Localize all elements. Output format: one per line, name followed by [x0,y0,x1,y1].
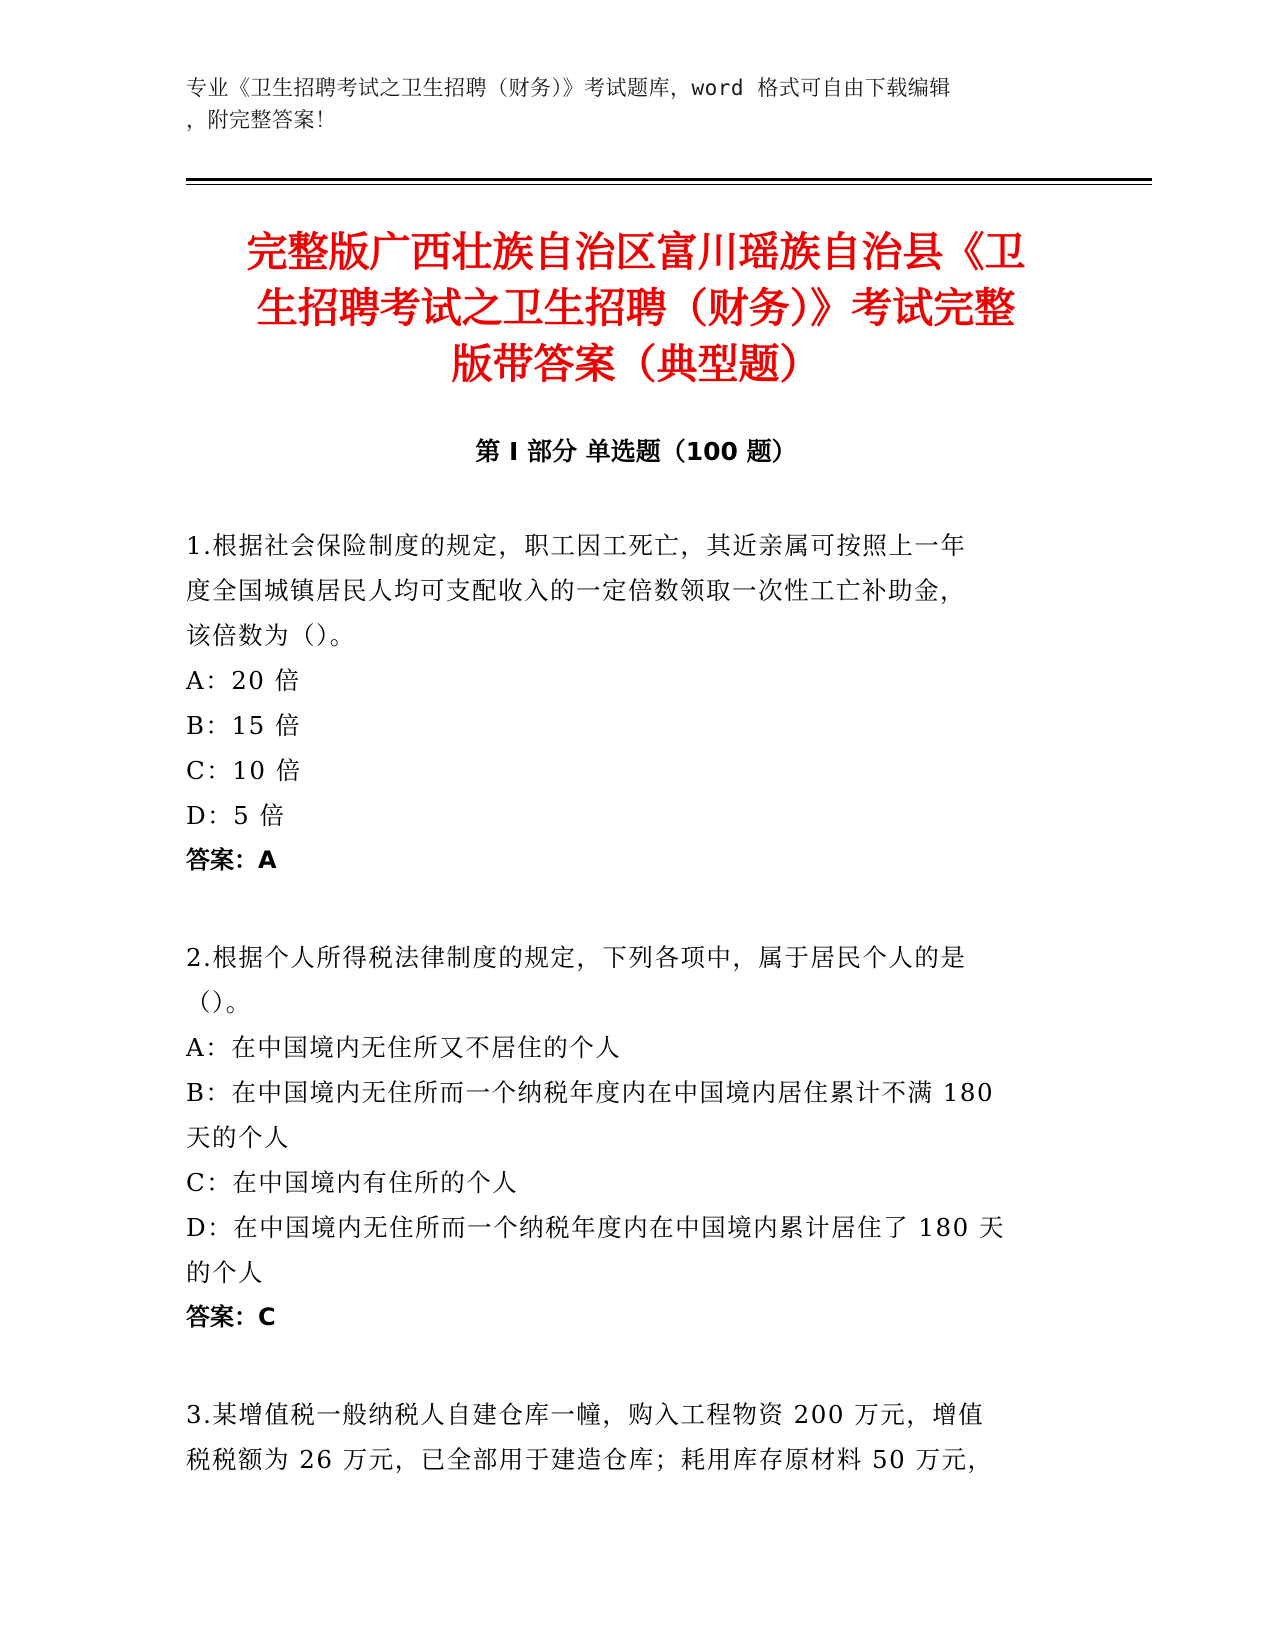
header-note [186,72,1066,136]
question-text: 税税额为 26 万元，已全部用于建造仓库；耗用库存原材料 50 万元， [186,1445,994,1474]
document-title [186,224,1086,392]
question-text: 度全国城镇居民人均可支配收入的一定倍数领取一次性工亡补助金， [186,576,966,605]
title-line: 版带答案（典型题） [451,340,821,388]
question-text: 该倍数为（）。 [186,621,356,650]
option-c: C：在中国境内有住所的个人 [186,1168,519,1197]
answer: 答案：A [186,846,277,874]
section-title: 第 I 部分 单选题（100 题） [475,437,797,466]
question-3 [186,1392,1066,1482]
option-a: A：在中国境内无住所又不居住的个人 [186,1033,622,1062]
header-divider-thin [186,184,1152,185]
question-2 [186,935,1066,1340]
option-d: D：5 倍 [186,801,286,830]
question-text: 1.根据社会保险制度的规定，职工因工死亡，其近亲属可按照上一年 [186,531,967,560]
title-line: 完整版广西壮族自治区富川瑶族自治县《卫 [246,228,1026,276]
option-b-continued: 天的个人 [186,1123,290,1152]
header-divider-thick [186,178,1152,181]
question-1 [186,523,1066,883]
question-text: 2.根据个人所得税法律制度的规定，下列各项中，属于居民个人的是 [186,943,967,972]
option-b: B：在中国境内无住所而一个纳税年度内在中国境内居住累计不满 180 [186,1078,995,1107]
question-text: 3.某增值税一般纳税人自建仓库一幢，购入工程物资 200 万元，增值 [186,1400,985,1429]
option-a: A：20 倍 [186,666,301,695]
answer: 答案：C [186,1303,276,1331]
question-text: （）。 [186,988,252,1017]
option-d: D：在中国境内无住所而一个纳税年度内在中国境内累计居住了 180 天 [186,1213,1005,1242]
header-note-line: ，附完整答案！ [186,108,337,132]
title-line: 生招聘考试之卫生招聘（财务）》考试完整 [256,284,1016,332]
option-c: C：10 倍 [186,756,302,785]
option-d-continued: 的个人 [186,1258,264,1287]
header-note-line: 专业《卫生招聘考试之卫生招聘（财务）》考试题库，word 格式可自由下载编辑 [186,76,951,100]
option-b: B：15 倍 [186,711,301,740]
